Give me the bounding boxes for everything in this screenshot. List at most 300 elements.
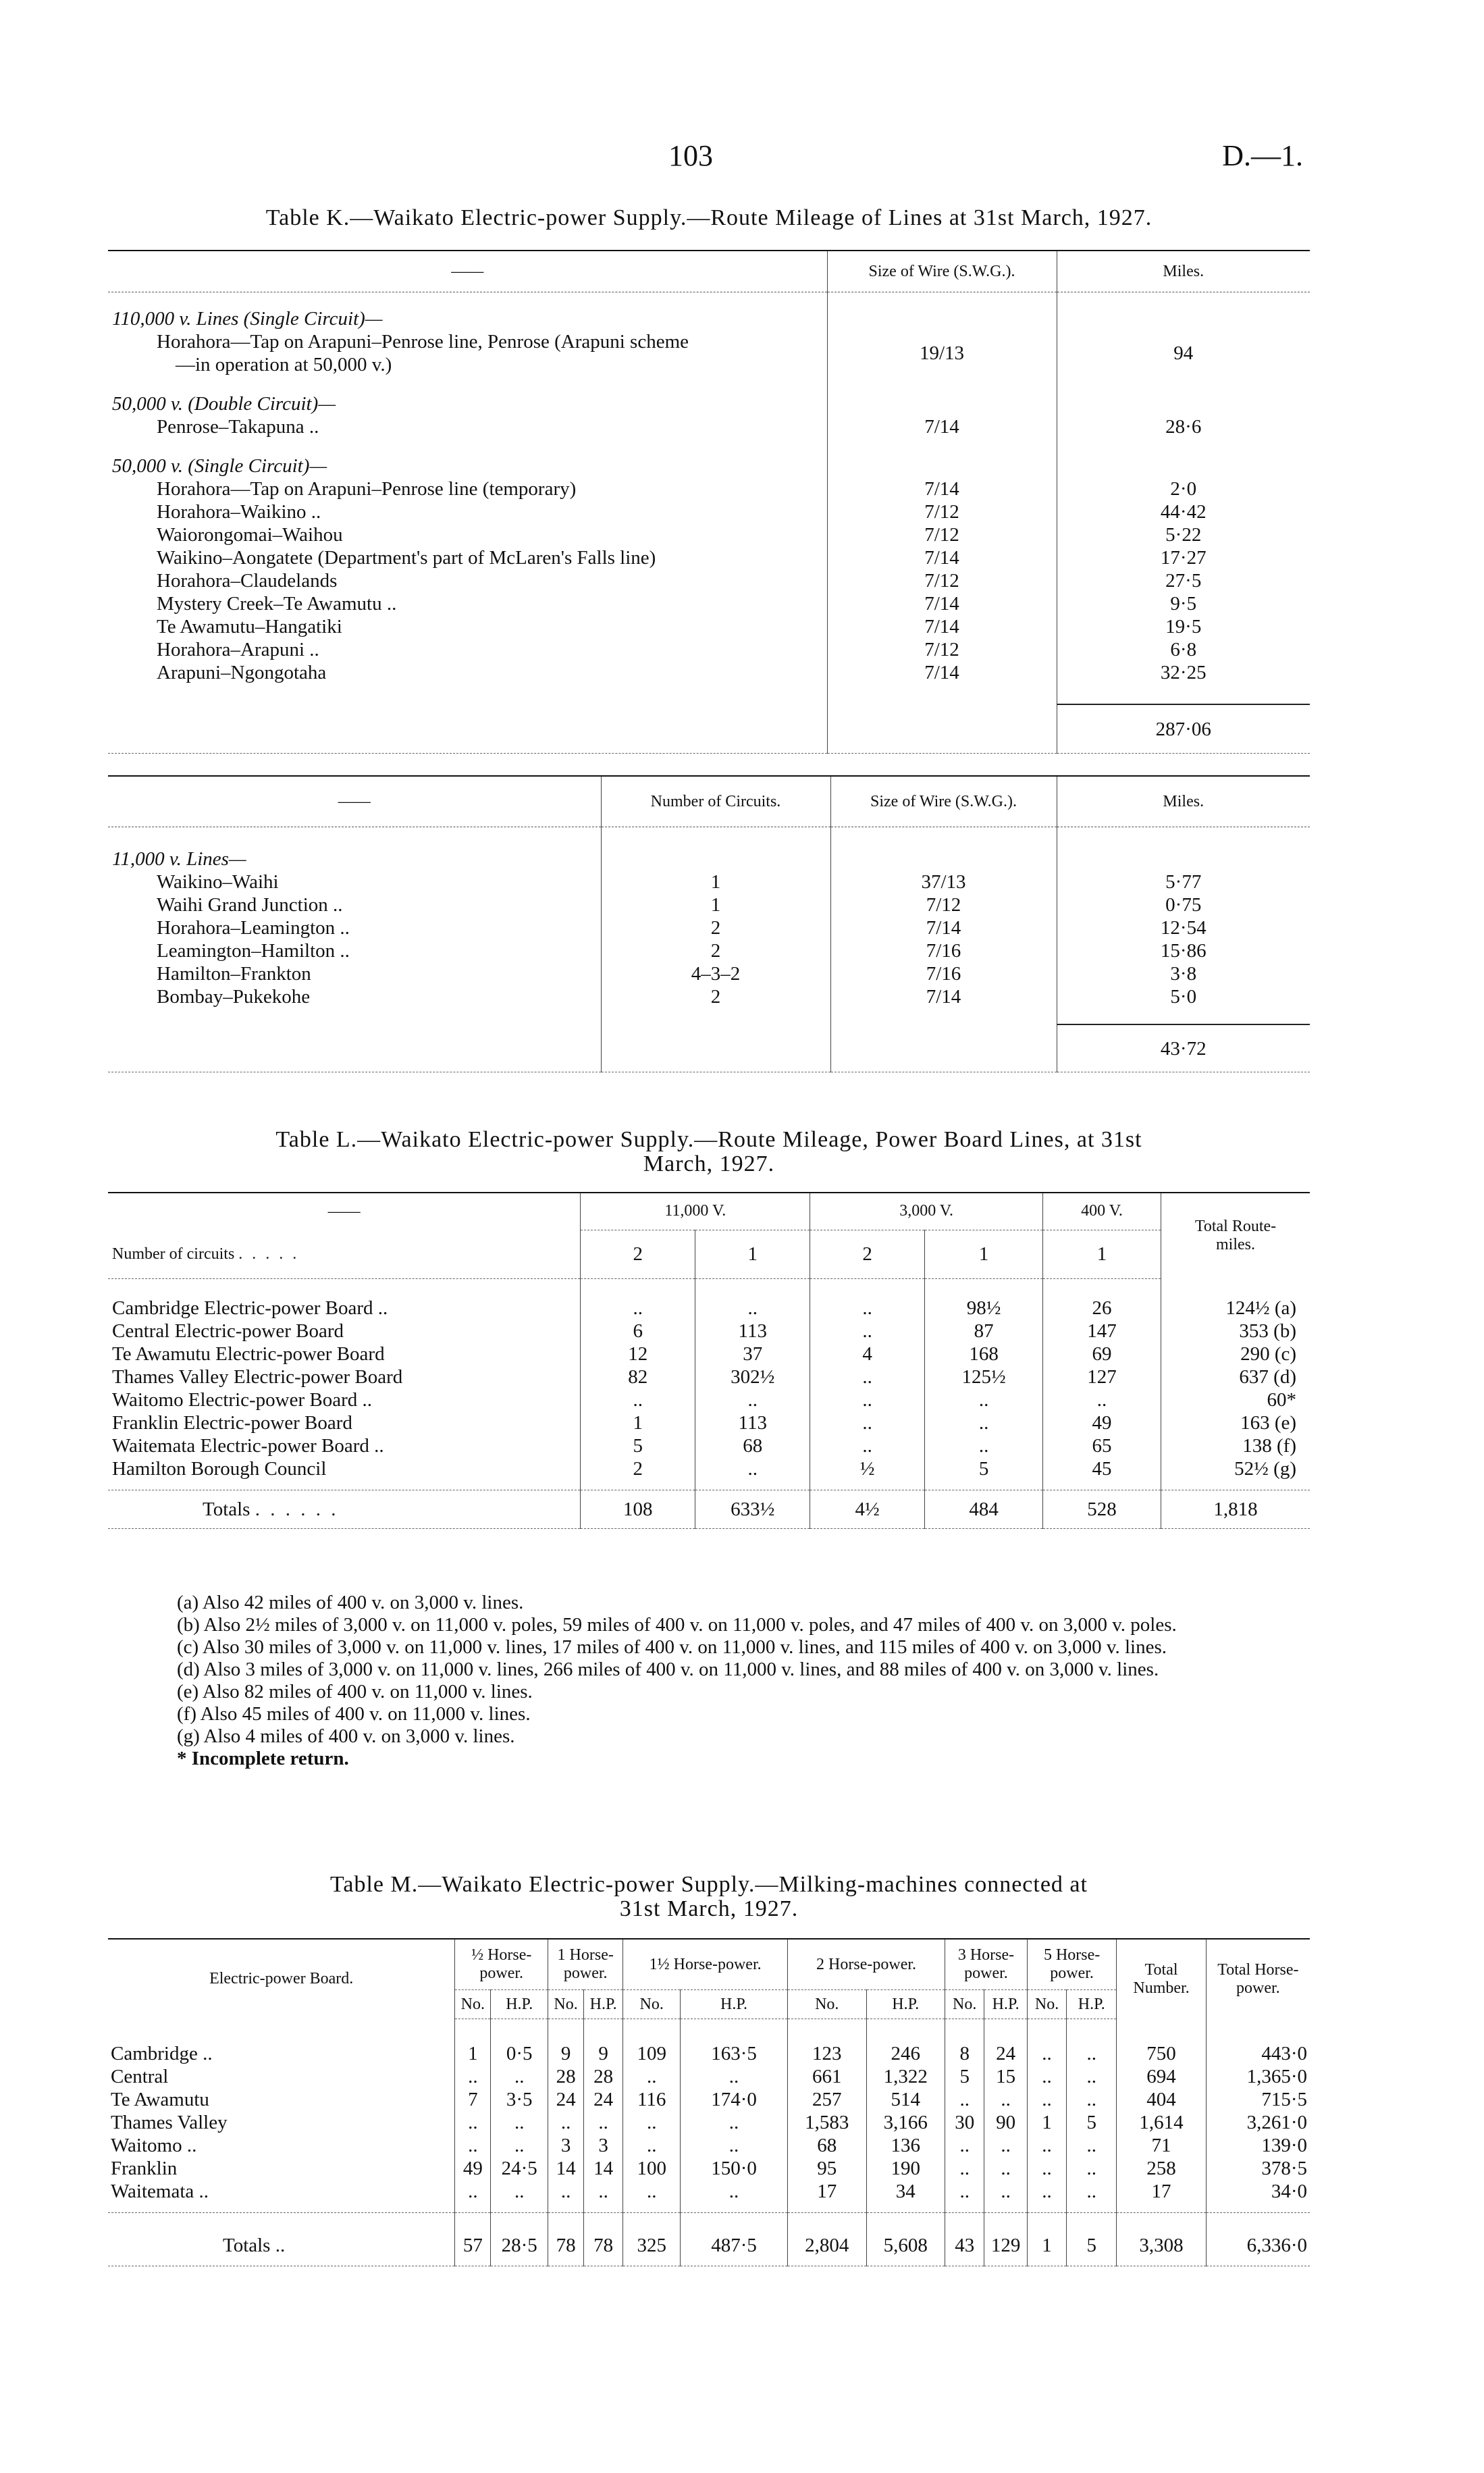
miles: 6·8	[1057, 638, 1310, 661]
row-label: Waiorongomai–Waihou	[157, 524, 343, 546]
cell-3000v-2: ½	[810, 1457, 925, 1480]
wire-size: 7/14	[830, 985, 1057, 1008]
circuits-11000v-1: 1	[695, 1230, 810, 1279]
cell: 49	[455, 2157, 491, 2180]
table-row	[108, 2111, 1310, 2134]
board-name: Cambridge Electric-power Board ..	[112, 1297, 388, 1319]
wire-size: 7/14	[830, 916, 1057, 939]
miles: 44·42	[1057, 500, 1310, 523]
footnote: (d) Also 3 miles of 3,000 v. on 11,000 v. lines, 266 miles of 400 v. on 11,000 v. lines, and 88 miles of 400 v. on 3,000 v. lines.	[177, 1659, 1159, 1680]
total-cell: 325	[623, 2212, 681, 2266]
total-cell: 78	[584, 2212, 623, 2266]
footnote: (c) Also 30 miles of 3,000 v. on 11,000 v. lines, 17 miles of 400 v. on 11,000 v. lines, and 115 miles of 400 v. on 3,000 v. lines.	[177, 1636, 1167, 1658]
board-name: Hamilton Borough Council	[112, 1458, 327, 1480]
total-cell: 129	[984, 2212, 1028, 2266]
cell-total-number: 71	[1117, 2134, 1206, 2157]
cell: 14	[548, 2157, 584, 2180]
total-cell: 5	[1067, 2212, 1117, 2266]
sub-hp: H.P.	[866, 1990, 945, 2019]
cell-3000v-2: ..	[810, 1320, 925, 1343]
miles: 3·8	[1057, 962, 1310, 985]
circuits-3000v-2: 2	[810, 1230, 925, 1279]
table-row	[108, 1297, 1310, 1320]
cell-400v: 69	[1043, 1343, 1161, 1365]
wire-size: 7/14	[827, 546, 1057, 569]
cell: ..	[491, 2134, 548, 2157]
group-heading: 11,000 v. Lines—	[112, 848, 246, 870]
col-dash: ——	[327, 1202, 361, 1220]
cell: 68	[787, 2134, 866, 2157]
cell: 28	[548, 2065, 584, 2088]
cell-total: 353 (b)	[1161, 1320, 1310, 1343]
cell: 24	[984, 2042, 1028, 2065]
cell-11000v-2: 2	[581, 1457, 695, 1480]
table-l-caption	[108, 1128, 1310, 1176]
cell: ..	[1027, 2134, 1066, 2157]
sub-no: No.	[787, 1990, 866, 2019]
cell: 17	[787, 2180, 866, 2203]
wire-size: 37/13	[830, 870, 1057, 893]
cell: ..	[623, 2065, 681, 2088]
cell-3000v-1: 125½	[925, 1365, 1043, 1388]
board-name: Thames Valley Electric-power Board	[112, 1366, 403, 1388]
sub-no: No.	[1027, 1990, 1066, 2019]
cell-11000v-2: 12	[581, 1343, 695, 1365]
miles: 94	[1057, 330, 1310, 376]
cell: 95	[787, 2157, 866, 2180]
cell-11000v-1: 68	[695, 1434, 810, 1457]
miles: 2·0	[1057, 477, 1310, 500]
cell-11000v-2: ..	[581, 1297, 695, 1320]
col-3-hp: 3 Horse-power.	[945, 1939, 1028, 1990]
cell: ..	[1027, 2042, 1066, 2065]
totals-row: Totals . . . . . . 108 633½ 4½ 484 528 1,818	[108, 1490, 1310, 1529]
circuits: 1	[601, 893, 830, 916]
cell: 1	[1027, 2111, 1066, 2134]
table-row	[108, 1457, 1310, 1480]
group-heading: 110,000 v. Lines (Single Circuit)—	[112, 308, 383, 330]
col-total-route-miles: Total Route-miles.	[1161, 1193, 1310, 1279]
table-row	[108, 569, 1310, 592]
wire-size: 7/14	[827, 415, 1057, 438]
footnote: (g) Also 4 miles of 400 v. on 3,000 v. lines.	[177, 1725, 515, 1747]
col-number-of-circuits: Number of Circuits.	[601, 776, 830, 827]
caption-line: March, 1927.	[643, 1151, 775, 1176]
sub-no: No.	[455, 1990, 491, 2019]
table-row	[108, 2042, 1310, 2065]
cell: 3	[584, 2134, 623, 2157]
col-dash: ——	[108, 251, 827, 292]
cell-total: 138 (f)	[1161, 1434, 1310, 1457]
col-11000v: 11,000 V.	[581, 1193, 810, 1230]
cell-11000v-2: 1	[581, 1411, 695, 1434]
cell: 15	[984, 2065, 1028, 2088]
cell: ..	[945, 2134, 984, 2157]
row-label: Horahora—Tap on Arapuni–Penrose line, Penrose (Arapuni scheme	[157, 331, 689, 353]
row-label: Horahora—Tap on Arapuni–Penrose line (temporary)	[157, 478, 577, 500]
cell-11000v-2: 5	[581, 1434, 695, 1457]
table-row	[108, 1434, 1310, 1457]
cell-11000v-1: ..	[695, 1457, 810, 1480]
cell: 8	[945, 2042, 984, 2065]
cell-11000v-2: 82	[581, 1365, 695, 1388]
cell-3000v-2: ..	[810, 1434, 925, 1457]
footnote: (b) Also 2½ miles of 3,000 v. on 11,000 v. poles, 59 miles of 400 v. on 11,000 v. poles, and 47 miles of 400 v. on 3,000 v. poles.	[177, 1614, 1177, 1636]
table-l: —— 11,000 V. 3,000 V. 400 V. Total Route-miles. Number of circuits . . . . . 2 1 2 1 1 Cambridge Electric-power Board .. .. .. .. 98½ 26 124½ (a) Central Electric-power Board 6 113 .. 87 147 353 (b) Te Awamutu Electric-power Board 12 37 4 168 69 290 (c) Thames Valley Electric-power Board 82 302½ .. 125½ 127 637 (d) Waitomo Electric-power Board .. .. .. .. .. .. 60* Franklin Electric-power Board 1 113 .. .. 49 163 (e) Waitemata Electric-power Board .. 5 68 .. .. 65 138 (f) Hamilton Borough Council 2 .. ½ 5 45 52½ (g) Totals . . . . . . 108 633½ 4½ 484 528 1,818	[108, 1192, 1310, 1529]
cell: 3	[548, 2134, 584, 2157]
cell: 190	[866, 2157, 945, 2180]
cell-3000v-1: 168	[925, 1343, 1043, 1365]
cell-total: 637 (d)	[1161, 1365, 1310, 1388]
footnote-incomplete-return: * Incomplete return.	[177, 1748, 349, 1769]
cell: ..	[984, 2180, 1028, 2203]
cell-400v: 45	[1043, 1457, 1161, 1480]
cell-total: 124½ (a)	[1161, 1297, 1310, 1320]
table-k-lower	[108, 775, 1310, 1072]
table-row	[108, 477, 1310, 500]
board-name: Franklin	[111, 2157, 178, 2179]
total-3000v-2: 4½	[810, 1490, 925, 1529]
cell-11000v-1: 302½	[695, 1365, 810, 1388]
miles: 15·86	[1057, 939, 1310, 962]
total-miles: 43·72	[1057, 1024, 1310, 1072]
table-row	[108, 985, 1310, 1008]
cell: 28	[584, 2065, 623, 2088]
wire-size: 7/12	[830, 893, 1057, 916]
total-cell: 78	[548, 2212, 584, 2266]
wire-size: 7/12	[827, 569, 1057, 592]
cell-400v: ..	[1043, 1388, 1161, 1411]
cell-11000v-1: 113	[695, 1411, 810, 1434]
cell: 34	[866, 2180, 945, 2203]
page-number: 103	[668, 139, 713, 172]
cell: ..	[584, 2111, 623, 2134]
cell: ..	[984, 2134, 1028, 2157]
circuits-400v-1: 1	[1043, 1230, 1161, 1279]
cell: ..	[1067, 2042, 1117, 2065]
cell: 5	[945, 2065, 984, 2088]
cell: ..	[491, 2111, 548, 2134]
total-11000v-2: 108	[581, 1490, 695, 1529]
miles: 17·27	[1057, 546, 1310, 569]
grand-total-hp: 6,336·0	[1206, 2212, 1310, 2266]
cell-3000v-1: 87	[925, 1320, 1043, 1343]
sub-hp: H.P.	[1067, 1990, 1117, 2019]
cell-total-number: 258	[1117, 2157, 1206, 2180]
board-name: Waitomo ..	[111, 2134, 197, 2156]
cell: ..	[984, 2088, 1028, 2111]
cell: 1	[455, 2042, 491, 2065]
group-heading: 50,000 v. (Single Circuit)—	[112, 455, 327, 477]
cell: ..	[491, 2180, 548, 2203]
sub-hp: H.P.	[681, 1990, 788, 2019]
circuits-3000v-1: 1	[925, 1230, 1043, 1279]
row-label: Horahora–Arapuni ..	[157, 639, 319, 660]
miles: 27·5	[1057, 569, 1310, 592]
cell-total: 163 (e)	[1161, 1411, 1310, 1434]
wire-size: 7/14	[827, 661, 1057, 684]
group-heading: 50,000 v. (Double Circuit)—	[112, 393, 336, 415]
board-name: Te Awamutu Electric-power Board	[112, 1343, 385, 1365]
miles: 32·25	[1057, 661, 1310, 684]
cell: 136	[866, 2134, 945, 2157]
sub-hp: H.P.	[491, 1990, 548, 2019]
totals-label: Totals	[203, 1499, 250, 1520]
table-row	[108, 661, 1310, 684]
cell: 7	[455, 2088, 491, 2111]
cell-3000v-2: ..	[810, 1411, 925, 1434]
cell: ..	[491, 2065, 548, 2088]
cell: ..	[1027, 2065, 1066, 2088]
cell: ..	[548, 2180, 584, 2203]
cell: 3,166	[866, 2111, 945, 2134]
cell: ..	[623, 2180, 681, 2203]
wire-size: 7/12	[827, 523, 1057, 546]
caption-line: 31st March, 1927.	[619, 1896, 799, 1921]
row-label: Horahora–Leamington ..	[157, 917, 350, 939]
cell: 246	[866, 2042, 945, 2065]
total-route-miles: 1,818	[1161, 1490, 1310, 1529]
caption-line: Table L.—Waikato Electric-power Supply.—Route Mileage, Power Board Lines, at 31st	[275, 1127, 1142, 1152]
cell: ..	[455, 2180, 491, 2203]
cell: 174·0	[681, 2088, 788, 2111]
cell: ..	[1067, 2180, 1117, 2203]
cell-400v: 26	[1043, 1297, 1161, 1320]
total-cell: 2,804	[787, 2212, 866, 2266]
cell-total-number: 17	[1117, 2180, 1206, 2203]
col-miles: Miles.	[1057, 776, 1310, 827]
wire-size: 7/12	[827, 500, 1057, 523]
wire-size: 19/13	[827, 330, 1057, 376]
cell: 3·5	[491, 2088, 548, 2111]
cell: ..	[548, 2111, 584, 2134]
cell: 9	[548, 2042, 584, 2065]
cell: 116	[623, 2088, 681, 2111]
cell: 661	[787, 2065, 866, 2088]
table-row	[108, 1343, 1310, 1365]
cell: 9	[584, 2042, 623, 2065]
cell-total-hp: 378·5	[1206, 2157, 1310, 2180]
cell: 24	[548, 2088, 584, 2111]
cell-400v: 49	[1043, 1411, 1161, 1434]
cell-11000v-1: ..	[695, 1297, 810, 1320]
table-k-caption: Table K.—Waikato Electric-power Supply.—Route Mileage of Lines at 31st March, 1927.	[265, 205, 1152, 230]
miles: 0·75	[1057, 893, 1310, 916]
table-row	[108, 916, 1310, 939]
footnote: (e) Also 82 miles of 400 v. on 11,000 v. lines.	[177, 1681, 533, 1702]
cell-total-hp: 139·0	[1206, 2134, 1310, 2157]
col-400v: 400 V.	[1043, 1193, 1161, 1230]
cell: 14	[584, 2157, 623, 2180]
wire-size: 7/12	[827, 638, 1057, 661]
cell: 30	[945, 2111, 984, 2134]
table-k-upper	[108, 250, 1310, 754]
circuits-11000v-2: 2	[581, 1230, 695, 1279]
circuits: 2	[601, 939, 830, 962]
row-label-continued: —in operation at 50,000 v.)	[176, 354, 392, 375]
cell-total: 52½ (g)	[1161, 1457, 1310, 1480]
cell: ..	[945, 2157, 984, 2180]
cell-3000v-1: ..	[925, 1388, 1043, 1411]
total-miles: 287·06	[1057, 704, 1310, 754]
total-cell: 487·5	[681, 2212, 788, 2266]
cell: 1,583	[787, 2111, 866, 2134]
cell-total-hp: 1,365·0	[1206, 2065, 1310, 2088]
cell-3000v-2: ..	[810, 1365, 925, 1388]
table-row	[108, 592, 1310, 615]
page-header	[0, 138, 1484, 179]
cell: 100	[623, 2157, 681, 2180]
row-label: Hamilton–Frankton	[157, 963, 311, 985]
total-400v: 528	[1043, 1490, 1161, 1529]
miles: 28·6	[1057, 415, 1310, 438]
table-row	[108, 1411, 1310, 1434]
table-row	[108, 870, 1310, 893]
col-miles: Miles.	[1057, 251, 1310, 292]
totals-label: Totals ..	[223, 2234, 286, 2256]
sub-no: No.	[548, 1990, 584, 2019]
cell-3000v-1: ..	[925, 1434, 1043, 1457]
cell: 24·5	[491, 2157, 548, 2180]
row-label: Mystery Creek–Te Awamutu ..	[157, 593, 397, 615]
table-row	[108, 546, 1310, 569]
table-row	[108, 1365, 1310, 1388]
cell-400v: 147	[1043, 1320, 1161, 1343]
cell-total-number: 1,614	[1117, 2111, 1206, 2134]
table-row	[108, 2134, 1310, 2157]
table-row	[108, 2088, 1310, 2111]
wire-size: 7/14	[827, 615, 1057, 638]
col-board: Electric-power Board.	[209, 1970, 354, 1988]
cell: ..	[681, 2065, 788, 2088]
table-row	[108, 962, 1310, 985]
cell: ..	[681, 2134, 788, 2157]
row-label: Arapuni–Ngongotaha	[157, 662, 327, 683]
cell: ..	[681, 2111, 788, 2134]
cell: 1,322	[866, 2065, 945, 2088]
footnotes	[177, 1592, 1298, 1770]
grand-total-number: 3,308	[1117, 2212, 1206, 2266]
cell-total: 60*	[1161, 1388, 1310, 1411]
col-1-hp: 1 Horse-power.	[548, 1939, 623, 1990]
board-name: Te Awamutu	[111, 2088, 209, 2110]
col-5-hp: 5 Horse-power.	[1027, 1939, 1116, 1990]
row-label: Te Awamutu–Hangatiki	[157, 616, 342, 637]
table-row	[108, 2180, 1310, 2203]
cell: 0·5	[491, 2042, 548, 2065]
cell: 123	[787, 2042, 866, 2065]
cell: ..	[623, 2111, 681, 2134]
table-row	[108, 638, 1310, 661]
cell-total-hp: 715·5	[1206, 2088, 1310, 2111]
table-m	[108, 1938, 1310, 2266]
row-label: Penrose–Takapuna ..	[157, 416, 319, 438]
col-2-hp: 2 Horse-power.	[787, 1939, 945, 1990]
row-label: Leamington–Hamilton ..	[157, 940, 350, 962]
cell-11000v-2: 6	[581, 1320, 695, 1343]
wire-size: 7/14	[827, 592, 1057, 615]
board-name: Cambridge ..	[111, 2042, 213, 2064]
board-name: Thames Valley	[111, 2111, 228, 2133]
total-cell: 1	[1027, 2212, 1066, 2266]
total-cell: 43	[945, 2212, 984, 2266]
row-label: Horahora–Waikino ..	[157, 501, 321, 523]
document-reference: D.—1.	[1222, 139, 1303, 172]
circuits: 2	[601, 916, 830, 939]
cell: 109	[623, 2042, 681, 2065]
cell-3000v-1: 98½	[925, 1297, 1043, 1320]
col-total-horse-power: Total Horse-power.	[1206, 1939, 1310, 2019]
miles: 12·54	[1057, 916, 1310, 939]
circuits: 2	[601, 985, 830, 1008]
table-row	[108, 2157, 1310, 2180]
sub-no: No.	[623, 1990, 681, 2019]
sub-hp: H.P.	[984, 1990, 1028, 2019]
cell-3000v-1: 5	[925, 1457, 1043, 1480]
cell-400v: 127	[1043, 1365, 1161, 1388]
board-name: Central Electric-power Board	[112, 1320, 344, 1342]
row-label: Waihi Grand Junction ..	[157, 894, 343, 916]
sub-no: No.	[945, 1990, 984, 2019]
miles: 5·0	[1057, 985, 1310, 1008]
table-row	[108, 2065, 1310, 2088]
cell-total-number: 750	[1117, 2042, 1206, 2065]
cell: ..	[623, 2134, 681, 2157]
cell: ..	[1067, 2065, 1117, 2088]
table-row	[108, 939, 1310, 962]
cell-11000v-1: ..	[695, 1388, 810, 1411]
circuits-label: Number of circuits	[112, 1245, 235, 1263]
cell-3000v-2: ..	[810, 1388, 925, 1411]
cell: ..	[945, 2088, 984, 2111]
cell-total-hp: 443·0	[1206, 2042, 1310, 2065]
table-m-caption	[108, 1873, 1310, 1921]
table-row	[108, 893, 1310, 916]
cell: ..	[1027, 2088, 1066, 2111]
cell: ..	[1027, 2180, 1066, 2203]
total-3000v-1: 484	[925, 1490, 1043, 1529]
sub-hp: H.P.	[584, 1990, 623, 2019]
row-label: Horahora–Claudelands	[157, 570, 338, 592]
cell: ..	[1067, 2157, 1117, 2180]
miles: 9·5	[1057, 592, 1310, 615]
table-row	[108, 523, 1310, 546]
col-1-half-hp: 1½ Horse-power.	[623, 1939, 788, 1990]
caption-line: Table M.—Waikato Electric-power Supply.—Milking-machines connected at	[330, 1872, 1088, 1897]
cell-total-number: 694	[1117, 2065, 1206, 2088]
cell-3000v-2: 4	[810, 1343, 925, 1365]
table-row	[108, 500, 1310, 523]
total-11000v-1: 633½	[695, 1490, 810, 1529]
circuits: 1	[601, 870, 830, 893]
cell: 163·5	[681, 2042, 788, 2065]
table-row	[108, 1320, 1310, 1343]
col-wire-size: Size of Wire (S.W.G.).	[827, 251, 1057, 292]
cell-3000v-1: ..	[925, 1411, 1043, 1434]
board-name: Franklin Electric-power Board	[112, 1412, 352, 1434]
board-name: Waitemata Electric-power Board ..	[112, 1435, 384, 1457]
cell: 5	[1067, 2111, 1117, 2134]
col-3000v: 3,000 V.	[810, 1193, 1043, 1230]
cell-11000v-2: ..	[581, 1388, 695, 1411]
cell-400v: 65	[1043, 1434, 1161, 1457]
miles: 5·77	[1057, 870, 1310, 893]
col-wire-size: Size of Wire (S.W.G.).	[830, 776, 1057, 827]
col-total-number: Total Number.	[1117, 1939, 1206, 2019]
totals-row	[108, 2212, 1310, 2266]
cell: ..	[1067, 2134, 1117, 2157]
cell: ..	[1027, 2157, 1066, 2180]
